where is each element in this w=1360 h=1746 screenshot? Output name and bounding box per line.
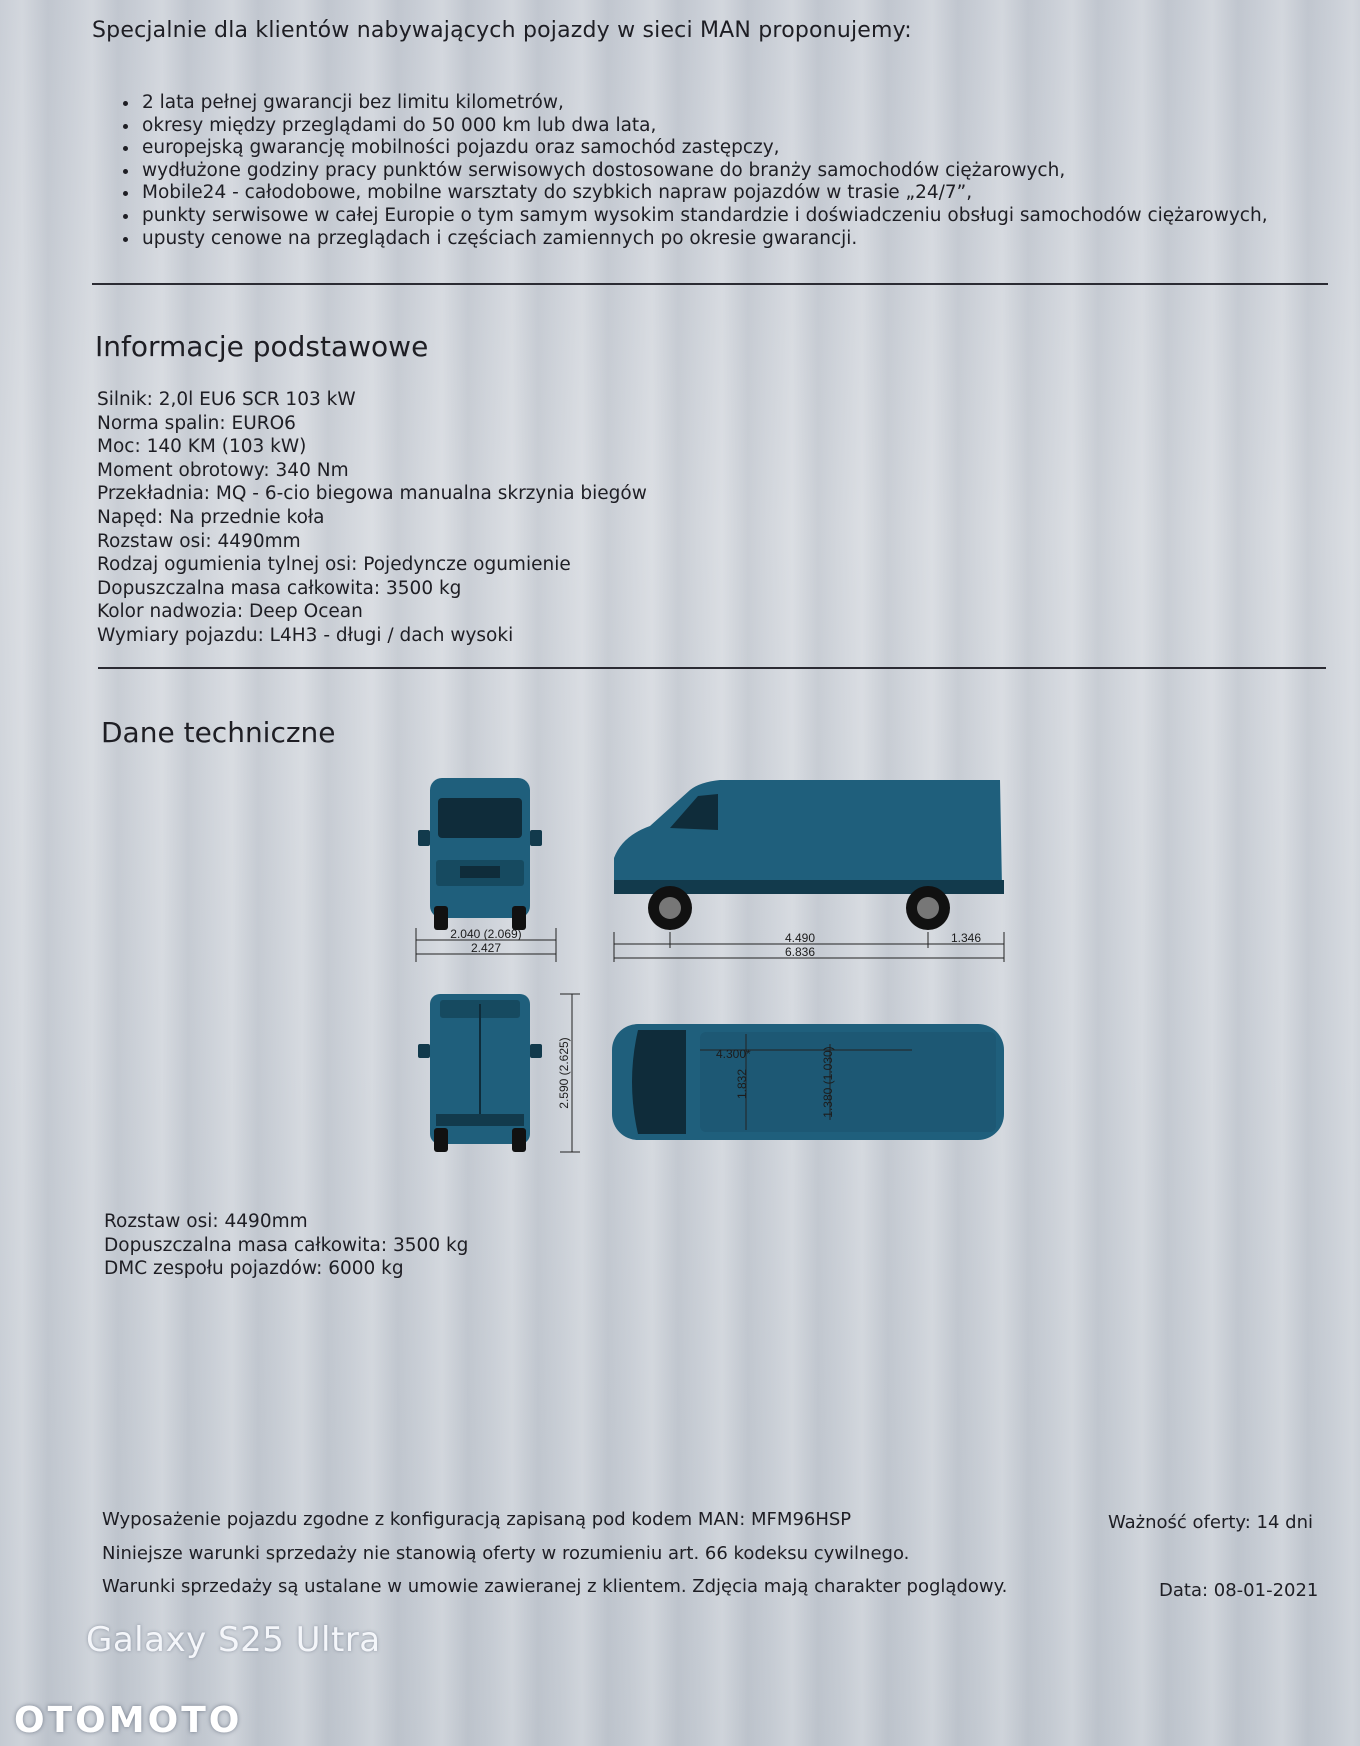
info-line: Moc: 140 KM (103 kW) <box>97 436 307 458</box>
benefit-item: • okresy między przeglądami do 50 000 km lub dwa lata, <box>140 115 1268 138</box>
van-front-view <box>418 778 542 930</box>
dimension-front-width: 2.427 <box>470 941 502 955</box>
dimension-front-track: 2.040 (2.069) <box>450 927 522 941</box>
info-line: Wymiary pojazdu: L4H3 - długi / dach wysoki <box>97 624 514 646</box>
dimension-height: 2.590 (2.625) <box>557 1037 571 1109</box>
spec-line: Dopuszczalna masa całkowita: 3500 kg <box>104 1234 469 1256</box>
info-line: Moment obrotowy: 340 Nm <box>97 459 349 481</box>
van-rear-view <box>418 994 542 1152</box>
intro-text: Specjalnie dla klientów nabywających pojazdy w sieci MAN proponujemy: <box>92 18 912 43</box>
van-side-view <box>614 780 1004 930</box>
basic-info-heading: Informacje podstawowe <box>95 330 429 363</box>
info-line: Dopuszczalna masa całkowita: 3500 kg <box>97 577 462 599</box>
basic-info-list <box>97 388 647 648</box>
legal-notice: Niniejsze warunki sprzedaży nie stanowią oferty w rozumieniu art. 66 kodeksu cywilnego. <box>102 1543 910 1564</box>
benefit-item: • wydłużone godziny pracy punktów serwisowych dostosowane do branży samochodów ciężarowych, <box>140 160 1268 183</box>
technical-specs-list <box>104 1210 468 1281</box>
benefit-item: • punkty serwisowe w całej Europie o tym samym wysokim standardzie i doświadczeniu obsługi samochodów ciężarowych, <box>140 205 1268 228</box>
vehicle-dimension-drawing <box>400 768 1020 1158</box>
dimension-length: 6.836 <box>784 945 816 959</box>
benefit-item: • 2 lata pełnej gwarancji bez limitu kilometrów, <box>140 92 1268 115</box>
info-line: Napęd: Na przednie koła <box>97 506 325 528</box>
config-note: Wyposażenie pojazdu zgodne z konfiguracją zapisaną pod kodem MAN: MFM96HSP <box>102 1509 852 1530</box>
dimension-cargo-width: 1.832 <box>735 1068 749 1100</box>
otomoto-logo: OTOMOTO <box>14 1700 243 1741</box>
camera-watermark: Galaxy S25 Ultra <box>86 1620 381 1660</box>
offer-date: Data: 08-01-2021 <box>1159 1580 1319 1601</box>
benefit-item: • upusty cenowe na przeglądach i częściach zamiennych po okresie gwarancji. <box>140 228 1268 251</box>
divider <box>98 667 1326 669</box>
dimension-cargo-length: 4.300* <box>716 1047 751 1061</box>
benefit-item: • europejską gwarancję mobilności pojazdu oraz samochód zastępczy, <box>140 137 1268 160</box>
dimension-cargo-width-arches: 1.380 (1.030) <box>821 1046 835 1118</box>
info-line: Przekładnia: MQ - 6-cio biegowa manualna skrzynia biegów <box>97 483 647 505</box>
dimension-rear-overhang: 1.346 <box>950 931 982 945</box>
spec-line: Rozstaw osi: 4490mm <box>104 1211 308 1232</box>
info-line: Rodzaj ogumienia tylnej osi: Pojedyncze ogumienie <box>97 554 571 576</box>
benefits-list <box>118 92 1268 250</box>
info-line: Rozstaw osi: 4490mm <box>97 530 301 552</box>
offer-validity: Ważność oferty: 14 dni <box>1108 1512 1314 1533</box>
info-line: Silnik: 2,0l EU6 SCR 103 kW <box>97 389 356 410</box>
info-line: Kolor nadwozia: Deep Ocean <box>97 601 363 623</box>
terms-note: Warunki sprzedaży są ustalane w umowie zawieranej z klientem. Zdjęcia mają charakter poglądowy. <box>102 1576 1008 1597</box>
info-line: Norma spalin: EURO6 <box>97 412 296 434</box>
benefit-item: • Mobile24 - całodobowe, mobilne warsztaty do szybkich napraw pojazdów w trasie „24/7”, <box>140 182 1268 205</box>
technical-heading: Dane techniczne <box>101 716 336 749</box>
van-top-view <box>612 1024 1004 1140</box>
spec-line: DMC zespołu pojazdów: 6000 kg <box>104 1258 404 1279</box>
dimension-wheelbase: 4.490 <box>784 931 816 945</box>
divider <box>92 283 1328 285</box>
